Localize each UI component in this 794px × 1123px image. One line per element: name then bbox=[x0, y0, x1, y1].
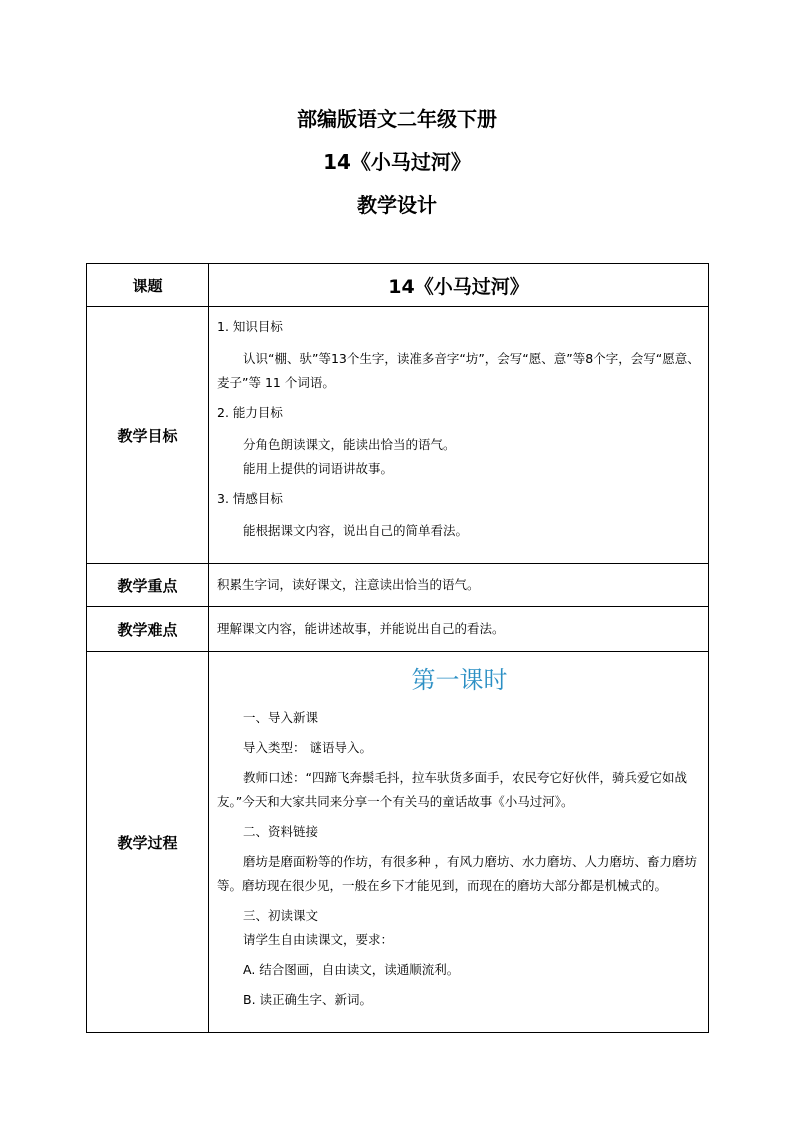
goal-ability-text-2: 能用上提供的词语讲故事。 bbox=[243, 461, 394, 476]
lesson-period-title: 第一课时 bbox=[411, 666, 508, 694]
topic-value: 14《小马过河》 bbox=[209, 264, 709, 307]
goal-ability-title: 2. 能力目标 bbox=[217, 405, 283, 420]
section-2-text: 磨坊是磨面粉等的作坊，有很多种 ，有风力磨坊、水力磨坊、人力磨坊、畜力磨坊等。磨坊现在很少见，一般在乡下才能见到，而现在的磨坊大部分都是机械式的。 bbox=[217, 854, 697, 893]
section-3-item-b: B. 读正确生字、新词。 bbox=[243, 992, 373, 1007]
goal-emotion-title: 3. 情感目标 bbox=[217, 491, 283, 506]
row-topic bbox=[87, 264, 709, 307]
process-content bbox=[209, 652, 709, 1033]
goal-emotion-text: 能根据课文内容，说出自己的简单看法。 bbox=[243, 523, 469, 538]
title-textbook: 部编版语文二年级下册 bbox=[297, 107, 497, 131]
difficulty-text: 理解课文内容，能讲述故事，并能说出自己的看法。 bbox=[209, 607, 709, 652]
section-3-item-a: A. 结合图画，自由读文，读通顺流利。 bbox=[243, 962, 460, 977]
section-1-teacher: 教师口述：“四蹄飞奔鬃毛抖，拉车驮货多面手，农民夸它好伙伴，骑兵爱它如战友。”今天和大家共同来分享一个有关马的童话故事《小马过河》。 bbox=[217, 770, 687, 809]
row-process bbox=[87, 652, 709, 1033]
section-2-title: 二、资料链接 bbox=[243, 824, 319, 839]
section-3-intro: 请学生自由读课文，要求： bbox=[243, 932, 394, 947]
document-title bbox=[0, 104, 794, 233]
row-goals bbox=[87, 307, 709, 564]
label-process: 教学过程 bbox=[87, 652, 209, 1033]
key-points-text: 积累生字词，读好课文，注意读出恰当的语气。 bbox=[209, 564, 709, 607]
lesson-plan-table bbox=[86, 263, 709, 1033]
goal-ability-text-1: 分角色朗读课文，能读出恰当的语气。 bbox=[243, 437, 456, 452]
title-doc-type: 教学设计 bbox=[357, 193, 437, 217]
section-1-type: 导入类型： 谜语导入。 bbox=[243, 740, 372, 755]
title-lesson: 14《小马过河》 bbox=[323, 150, 471, 174]
section-3-title: 三、初读课文 bbox=[243, 908, 319, 923]
goal-knowledge-title: 1. 知识目标 bbox=[217, 319, 283, 334]
row-difficulty bbox=[87, 607, 709, 652]
label-difficulty: 教学难点 bbox=[87, 607, 209, 652]
label-goals: 教学目标 bbox=[87, 307, 209, 564]
row-key-points bbox=[87, 564, 709, 607]
section-1-title: 一、导入新课 bbox=[243, 710, 319, 725]
goals-content bbox=[209, 307, 709, 564]
label-key-points: 教学重点 bbox=[87, 564, 209, 607]
goal-knowledge-text: 认识“棚、驮”等13个生字，读准多音字“坊”，会写“愿、意”等8个字，会写“愿意、麦子”等 11 个词语。 bbox=[217, 351, 700, 390]
label-topic: 课题 bbox=[87, 264, 209, 307]
